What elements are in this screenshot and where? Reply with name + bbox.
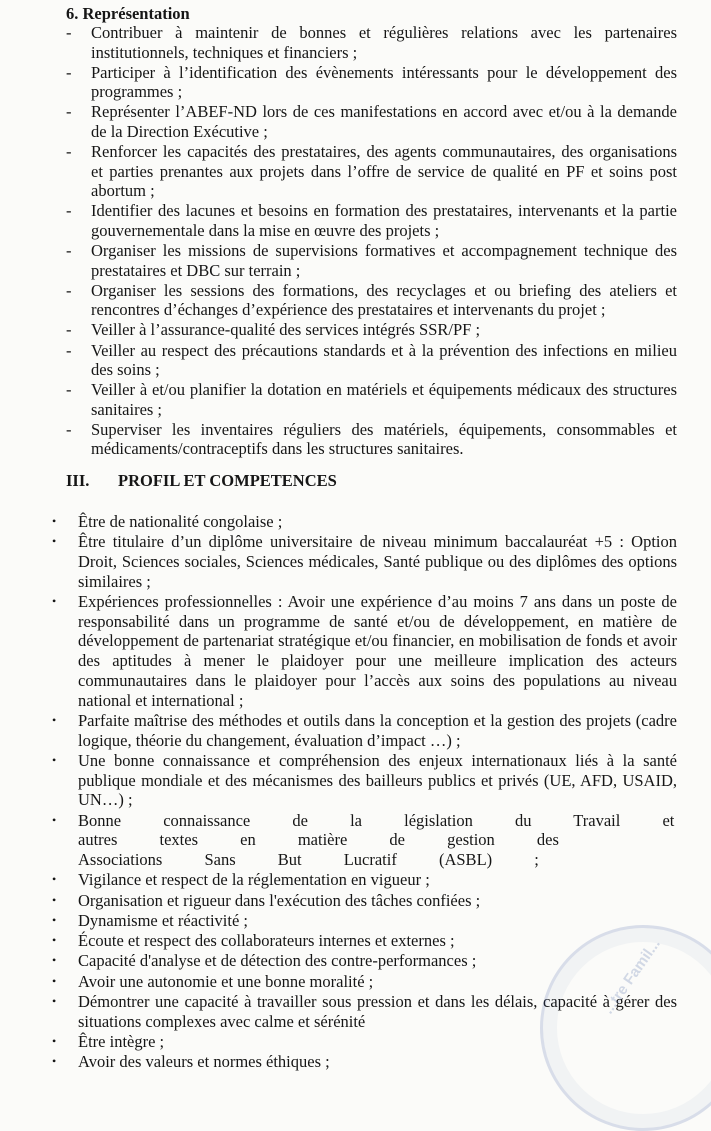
round-bullet: •: [52, 1034, 57, 1048]
list-item-text: Être titulaire d’un diplôme universitaire de niveau minimum baccalauréat +5 : Option Droit, Sciences sociales, Sciences médicales, Santé publique ou des diplômes des options similaires ;: [78, 532, 677, 591]
list-item-text: Renforcer les capacités des prestataires, des agents communautaires, des organisations et parties prenantes aux projets dans l’offre de service de qualité en PF et soins post abortum ;: [91, 142, 677, 201]
list-item: [0, 711, 711, 750]
list-item: [0, 241, 711, 280]
dash-bullet: -: [66, 102, 72, 122]
list-item-text: Avoir des valeurs et normes éthiques ;: [78, 1052, 330, 1072]
list-item-text: Expériences professionnelles : Avoir une expérience d’au moins 7 ans dans un poste de responsabilité dans un programme de santé et/ou de développement, en matière de développement de partenariat stratégique et/ou financier, en mobilisation de fonds et avoir des aptitudes à mener le plaidoyer pour une meilleure implication des acteurs communautaires dans le plaidoyer pour l’accès aux soins des populations au niveau national et international ;: [78, 592, 677, 710]
list-item-text: Organiser les missions de supervisions formatives et accompagnement technique des prestataires et DBC sur terrain ;: [91, 241, 677, 280]
list-item: [0, 23, 711, 62]
section-heading-representation: 6. Représentation: [66, 4, 190, 23]
dash-bullet: -: [66, 380, 72, 400]
round-bullet: •: [52, 752, 57, 767]
list-item: [0, 911, 711, 931]
round-bullet: •: [52, 994, 57, 1008]
list-item-text: Superviser les inventaires réguliers des matériels, équipements, consommables et médicaments/contraceptifs dans les structures sanitaires.: [91, 419, 677, 459]
list-item-text: Vigilance et respect de la réglementation en vigueur ;: [78, 870, 430, 890]
list-item-text: Être intègre ;: [78, 1032, 165, 1051]
list-item-text: Identifier des lacunes et besoins en formation des prestataires, intervenants et la partie gouvernementale dans la mise en œuvre des projets ;: [91, 201, 677, 240]
list-item-text: Organiser les sessions des formations, des recyclages et ou briefing des ateliers et rencontres d’échanges d’expérience des prestataires et intervenants du projet ;: [91, 280, 677, 320]
round-bullet: •: [52, 1054, 57, 1069]
list-item: [0, 320, 711, 340]
dash-bullet: -: [66, 23, 72, 42]
list-item-text: Participer à l’identification des évènements intéressants pour le développement des programmes ;: [91, 62, 677, 102]
list-item-text: Démontrer une capacité à travailler sous pression et dans les délais, capacité à gérer des situations complexes avec calme et sérénité: [78, 992, 677, 1031]
round-bullet: •: [52, 892, 57, 907]
list-item: [0, 751, 711, 810]
list-item-text: Parfaite maîtrise des méthodes et outils dans la conception et la gestion des projets (cadre logique, théorie du changement, évaluation d’impact …) ;: [78, 710, 677, 750]
list-item-text: Capacité d'analyse et de détection des contre-performances ;: [78, 951, 477, 971]
list-item: [0, 420, 711, 459]
list-item-text: Dynamisme et réactivité ;: [78, 910, 248, 930]
list-item-text: Veiller au respect des précautions standards et à la prévention des infections en milieu des soins ;: [91, 340, 677, 380]
list-item: [0, 281, 711, 320]
stamp-lettering: ...tre Famil...: [599, 935, 664, 1018]
list-item-text: Organisation et rigueur dans l'exécution des tâches confiées ;: [78, 890, 481, 910]
round-bullet: •: [52, 872, 57, 887]
dash-bullet: -: [66, 280, 72, 300]
round-bullet: •: [52, 812, 57, 827]
dash-bullet: -: [66, 340, 72, 360]
list-item-text: Bonne connaissance de la législation du Travail et autres textes en matière de gestion des Associations Sans But Lucratif (ASBL) ;: [78, 810, 675, 869]
round-bullet: •: [52, 973, 57, 988]
dash-bullet: -: [66, 241, 72, 261]
list-item: [0, 142, 711, 201]
list-item-text: Une bonne connaissance et compréhension des enjeux internationaux liés à la santé publique mondiale et des mécanismes des bailleurs publics et privés (UE, AFD, USAID, UN…) ;: [78, 750, 677, 810]
section-title: PROFIL ET COMPETENCES: [118, 471, 337, 490]
list-item: [0, 891, 711, 911]
list-item: [0, 341, 711, 380]
section-heading-profil: [66, 471, 337, 491]
list-item: [0, 63, 711, 102]
list-item: [0, 380, 711, 419]
dash-bullet: -: [66, 419, 72, 439]
round-bullet: •: [52, 534, 57, 549]
list-item: [0, 201, 711, 240]
dash-bullet: -: [66, 142, 72, 162]
section-number: III.: [66, 471, 90, 490]
dash-bullet: -: [66, 320, 72, 340]
round-bullet: •: [52, 712, 57, 727]
list-item-text: Avoir une autonomie et une bonne moralité ;: [78, 971, 374, 991]
round-bullet: •: [52, 912, 57, 927]
round-bullet: •: [52, 514, 57, 528]
list-item: [0, 592, 711, 710]
list-item-text: Représenter l’ABEF-ND lors de ces manifestations en accord avec et/ou à la demande de la Direction Exécutive ;: [91, 102, 677, 141]
list-item-text: Écoute et respect des collaborateurs internes et externes ;: [78, 931, 455, 951]
list-item: [0, 811, 711, 870]
round-bullet: •: [52, 594, 57, 608]
round-bullet: •: [52, 953, 57, 968]
list-item-text: Veiller à et/ou planifier la dotation en matériels et équipements médicaux des structures sanitaires ;: [91, 380, 677, 419]
round-bullet: •: [52, 933, 57, 948]
list-item-text: Veiller à l’assurance-qualité des services intégrés SSR/PF ;: [91, 320, 481, 340]
dash-bullet: -: [66, 201, 72, 221]
list-item: [0, 512, 711, 532]
list-item-text: Contribuer à maintenir de bonnes et régulières relations avec les partenaires institutionnels, techniques et financiers ;: [91, 23, 677, 62]
dash-bullet: -: [66, 62, 72, 82]
representation-list: [0, 23, 711, 460]
list-item: [0, 870, 711, 890]
list-item: [0, 532, 711, 591]
list-item-text: Être de nationalité congolaise ;: [78, 512, 283, 531]
list-item: [0, 102, 711, 141]
